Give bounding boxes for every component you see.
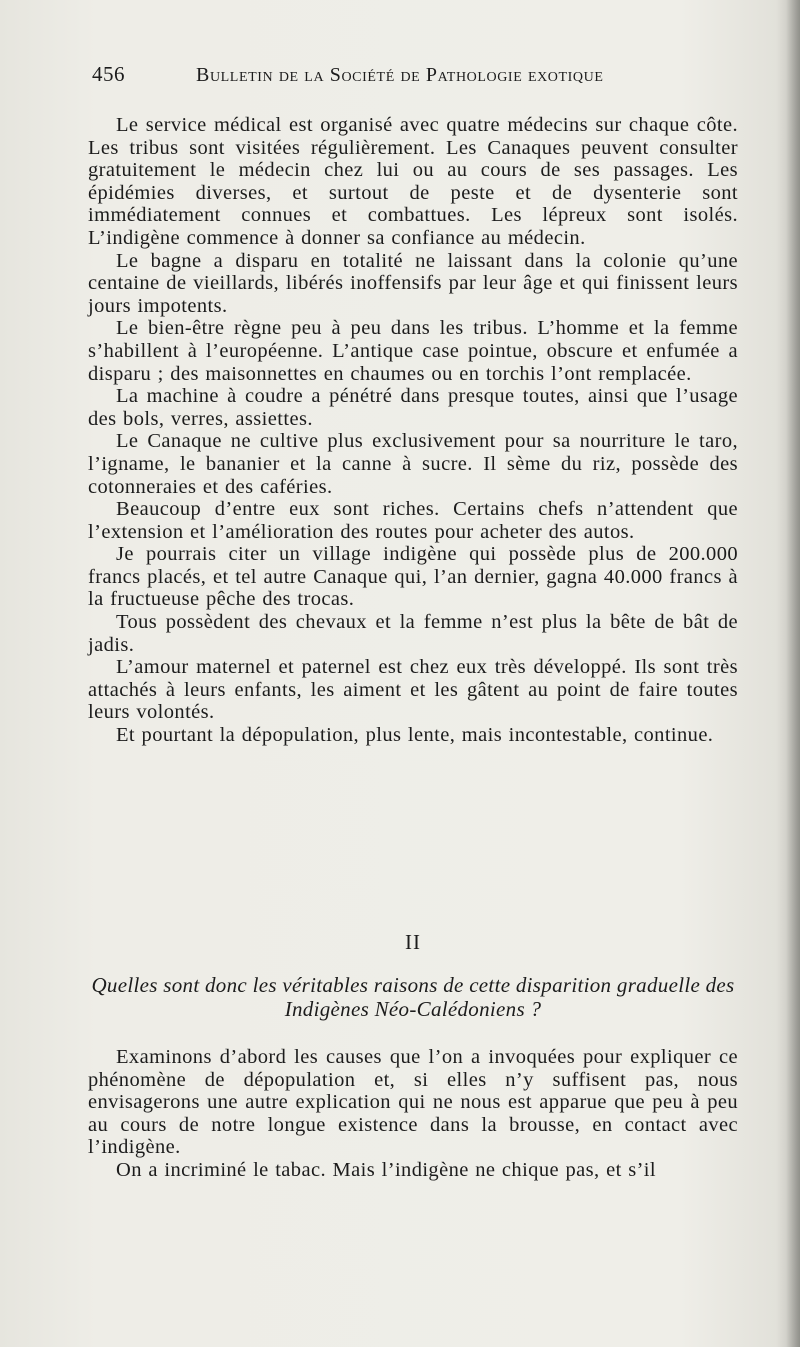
paragraph: On a incriminé le tabac. Mais l’indigène ne chique pas, et s’il — [116, 1158, 656, 1181]
page-number: 456 — [92, 62, 125, 86]
running-head — [92, 62, 742, 92]
body-text — [88, 114, 738, 747]
paragraph: Examinons d’abord les causes que l’on a invoquées pour expliquer ce phénomène de dépopulation et, si elles n’y suffisent pas, nous envisagerons une autre explication qui ne nous est apparue que peu à peu au cours de notre longue existence dans la brousse, en contact avec l’indigène. — [88, 1046, 738, 1159]
paragraph: Beaucoup d’entre eux sont riches. Certains chefs n’attendent que l’extension et l’amélioration des routes pour acheter des autos. — [88, 498, 738, 543]
section-numeral: II — [405, 930, 421, 954]
paragraph: Le service médical est organisé avec quatre médecins sur chaque côte. Les tribus sont visitées régulièrement. Les Canaques peuvent consulter gratuitement le médecin chez lui ou au cours de ses passages. Les épidémies diverses, et surtout de peste et de dysenterie sont immédiatement connues et combattues. Les lépreux sont isolés. L’indigène commence à donner sa confiance au médecin. — [88, 114, 738, 249]
paragraph: L’amour maternel et paternel est chez eux très développé. Ils sont très attachés à leurs enfants, les aiment et les gâtent au point de faire toutes leurs volontés. — [88, 656, 738, 724]
journal-title: Bulletin de la Société de Pathologie exotique — [196, 64, 604, 86]
body-text-section-2 — [88, 1046, 738, 1182]
paragraph: Et pourtant la dépopulation, plus lente, mais incontestable, continue. — [116, 724, 714, 747]
paragraph: Le bien-être règne peu à peu dans les tribus. L’homme et la femme s’habillent à l’européenne. L’antique case pointue, obscure et enfumée a disparu ; des maisonnettes en chaumes ou en torchis l’ont remplacée. — [88, 317, 738, 385]
paragraph: Tous possèdent des chevaux et la femme n’est plus la bête de bât de jadis. — [88, 611, 738, 656]
page-edge-shadow — [786, 0, 800, 1347]
paragraph: Le bagne a disparu en totalité ne laissant dans la colonie qu’une centaine de vieillards, libérés inoffensifs par leur âge et qui finissent leurs jours impotents. — [88, 249, 738, 317]
section-heading: Quelles sont donc les véritables raisons de cette disparition graduelle des Indigènes Néo-Calédoniens ? — [91, 973, 735, 1021]
paragraph: Je pourrais citer un village indigène qui possède plus de 200.000 francs placés, et tel autre Canaque qui, l’an dernier, gagna 40.000 francs à la fructueuse pêche des trocas. — [88, 543, 738, 611]
section-header — [88, 930, 738, 1021]
paragraph: Le Canaque ne cultive plus exclusivement pour sa nourriture le taro, l’igname, le bananier et la canne à sucre. Il sème du riz, possède des cotonneraies et des caféries. — [88, 430, 738, 498]
paragraph: La machine à coudre a pénétré dans presque toutes, ainsi que l’usage des bols, verres, assiettes. — [88, 385, 738, 430]
